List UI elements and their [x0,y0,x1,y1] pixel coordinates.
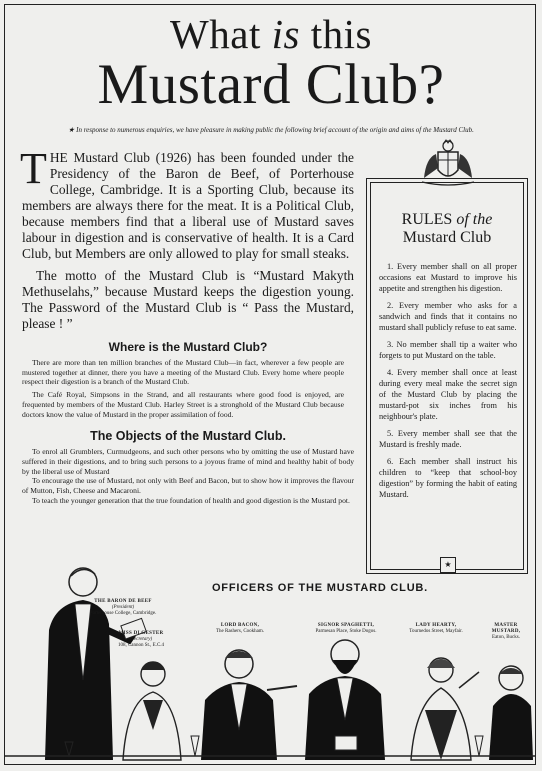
where-paragraph: The Café Royal, Simpsons in the Strand, and all restaurants where good food is enjoyed, are frequented by members of the Mustard Club. Harley Street is a stronghold of the Mustard Club because doctors know the value of Mustard in the proper assimilation of food. [22,390,344,419]
officer-baron: THE BARON DE BEEF (President) Porterhouse College, Cambridge. [89,599,157,616]
intro-paragraph: THE Mustard Club (1926) has been founded under the Presidency of the Baron de Beef, of Porterhouse College, Cambridge. It is a Sporting Club, because its members are always there for the meat. It is a Political Club, because members find that a liberal use of Mustard saves labour in digestion and is conservative of health. It is a Card Club, but Members are only allowed to play for small steaks. [20,144,354,261]
headline-line1: What is this [170,11,372,57]
objects-paragraph: To encourage the use of Mustard, not only with Beef and Bacon, but to show how it improves the flavour of Mutton, Fish, Cheese and Macaroni. [22,476,354,496]
where-heading: Where is the Mustard Club? [108,340,268,354]
where-body [22,358,354,419]
officer-bacon: LORD BACON, The Rashers, Cookham. [215,623,265,634]
rules-title: RULES of the Mustard Club [401,211,493,246]
objects-paragraph: To teach the younger generation that the true foundation of health and good digestion is the Mustard pot. [32,495,350,505]
headline-line2: Mustard Club? [97,53,445,116]
rule-item: 3. No member shall tip a waiter who forgets to put Mustard on the table. [379,340,517,360]
rule-item: 5. Every member shall see that the Mustard is freshly made. [379,429,517,449]
rule-item: 1. Every member shall on all proper occasions eat Mustard to improve his appetite and strengthen his digestion. [379,262,517,293]
rule-item: 6. Each member shall instruct his children to “keep that school-boy digestion” by forming the habit of eating Mustard. [379,457,517,499]
officers-title: OFFICERS OF THE MUSTARD CLUB. [211,582,429,594]
main-column [20,144,354,505]
officer-di-gester: MISS DI GESTER (Secretary) 108, Cannon St., E.C.4 [117,631,165,648]
officer-spaghetti: SIGNOR SPAGHETTI, Parmesan Place, Stoke Dogos. [315,623,377,634]
rules-panel [366,178,528,574]
rule-item: 4. Every member shall once at least during every meal make the secret sign of the Mustard Club by placing the mustard-pot six inches from his neighbour's plate. [379,368,517,421]
star-icon: ★ [440,557,456,573]
drop-cap: T [20,144,47,193]
officer-master-mustard: MASTER MUSTARD, Eaton, Bucks. [491,623,521,640]
rule-item: 2. Every member who asks for a sandwich and finds that it contains no mustard shall publicly refuse to eat same. [379,301,517,332]
motto-paragraph: The motto of the Mustard Club is “Mustard Makyth Methuselahs,” because Mustard keeps the digestion young. The Password of the Mustard Club is “ Pass the Mustard, please ! ” [22,268,354,331]
rules-list [379,261,517,506]
objects-body [22,447,354,505]
objects-heading: The Objects of the Mustard Club. [90,429,286,444]
objects-paragraph: To enrol all Grumblers, Curmudgeons, and such other persons who by omitting the use of Mustard have suffered in their digestions, and to bring such persons to a joyous frame of mind and healthy habit of body by the liberal use of Mustard [22,447,354,476]
officer-hearty: LADY HEARTY, Tournedos Street, Mayfair. [409,623,463,634]
where-paragraph: There are more than ten million branches of the Mustard Club—in fact, wherever a few people are mustered together at dinner, there you have a meeting of the Mustard Club. Every home where people respect their digestion is a branch of the Mustard Club. [22,358,344,387]
subnote: ★ In response to numerous enquiries, we have pleasure in making public the following brief account of the origin and aims of the Mustard Club. [68,126,474,134]
